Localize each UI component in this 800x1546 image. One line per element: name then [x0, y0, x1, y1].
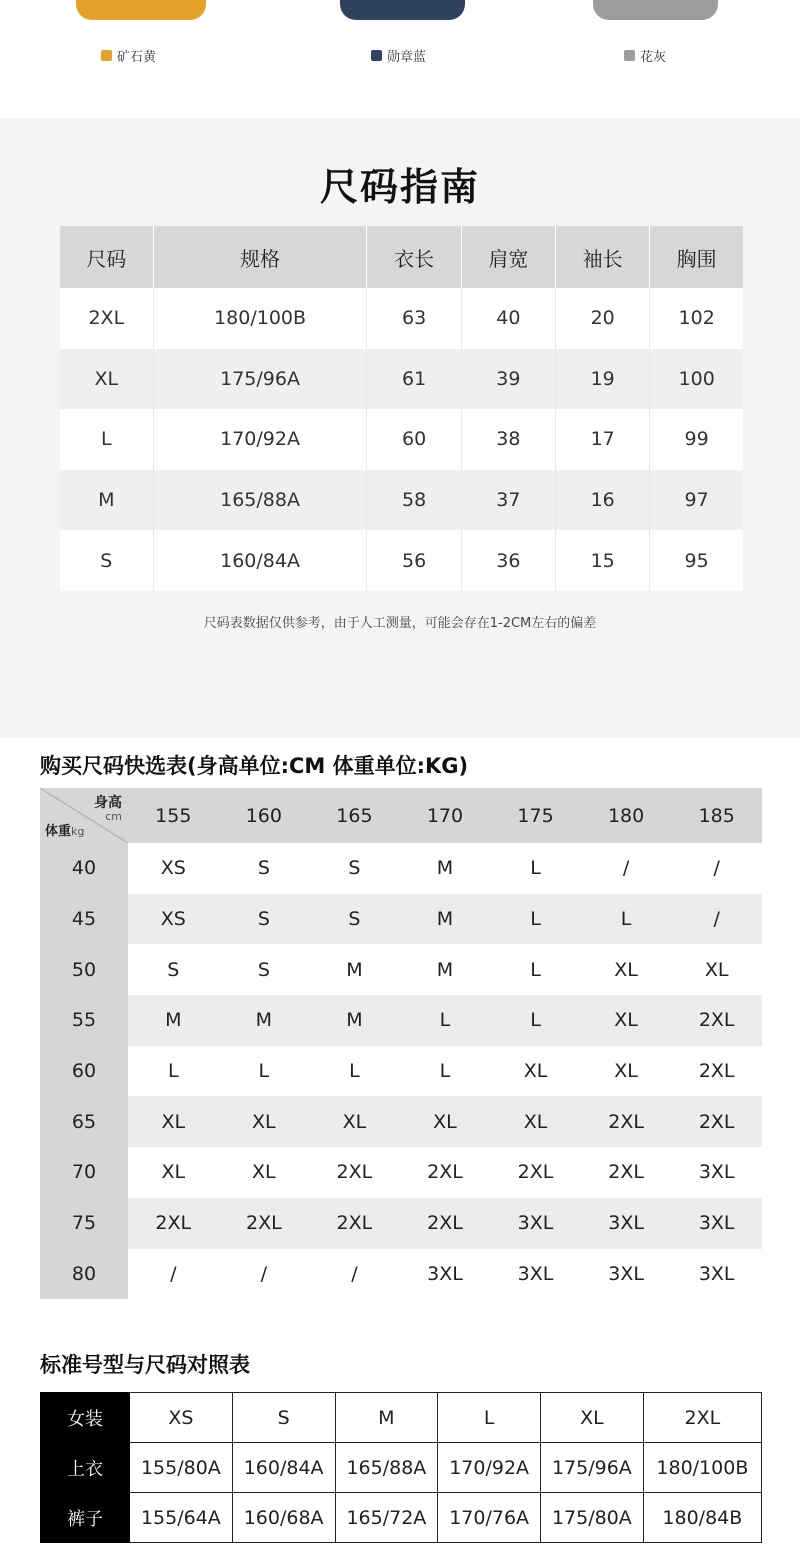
table-cell: 180/84B: [643, 1493, 761, 1543]
table-cell: 102: [650, 288, 743, 349]
size-cell: M: [400, 944, 491, 995]
size-cell: S: [128, 944, 219, 995]
size-cell: /: [309, 1249, 400, 1300]
size-cell: 3XL: [581, 1198, 672, 1249]
size-cell: 2XL: [128, 1198, 219, 1249]
table-cell: L: [60, 409, 153, 470]
table-cell: 160/84A: [232, 1443, 335, 1493]
column-header: 尺码: [60, 226, 153, 288]
table-cell: 170/92A: [153, 409, 367, 470]
table-cell: 58: [367, 470, 461, 531]
height-header: 175: [490, 788, 581, 843]
size-cell: /: [219, 1249, 310, 1300]
table-cell: 40: [461, 288, 555, 349]
table-row: [60, 470, 743, 531]
size-cell: XL: [581, 944, 672, 995]
size-cell: 2XL: [219, 1198, 310, 1249]
table-cell: XL: [541, 1393, 644, 1443]
size-cell: M: [219, 995, 310, 1046]
size-cell: 2XL: [309, 1198, 400, 1249]
table-header-row: [60, 226, 743, 288]
table-row: [60, 530, 743, 591]
size-cell: /: [671, 843, 762, 894]
table-cell: 155/80A: [130, 1443, 233, 1493]
weight-header: 80: [40, 1249, 128, 1300]
color-label: 花灰: [640, 50, 667, 65]
table-cell: 60: [367, 409, 461, 470]
table-cell: 16: [556, 470, 650, 531]
table-cell: 160/84A: [153, 530, 367, 591]
weight-header: 65: [40, 1096, 128, 1147]
size-cell: 3XL: [671, 1249, 762, 1300]
size-guide-note: 尺码表数据仅供参考，由于人工测量，可能会存在1-2CM左右的偏差: [203, 616, 597, 631]
size-cell: S: [219, 944, 310, 995]
shirt-blue-image[interactable]: [340, 0, 465, 20]
table-cell: 19: [556, 349, 650, 410]
size-cell: S: [309, 894, 400, 945]
height-unit: cm: [105, 810, 122, 823]
color-swatch-blue[interactable]: [371, 46, 426, 65]
table-cell: 17: [556, 409, 650, 470]
size-cell: L: [490, 894, 581, 945]
table-row: [40, 1249, 762, 1300]
table-cell: 155/64A: [130, 1493, 233, 1543]
row-label: 上衣: [41, 1443, 130, 1493]
size-cell: XL: [219, 1147, 310, 1198]
size-cell: L: [490, 944, 581, 995]
weight-header: 50: [40, 944, 128, 995]
height-header: 180: [581, 788, 672, 843]
size-cell: 3XL: [490, 1249, 581, 1300]
table-cell: 160/68A: [232, 1493, 335, 1543]
table-cell: XS: [130, 1393, 233, 1443]
size-cell: XL: [400, 1096, 491, 1147]
color-swatch-gray[interactable]: [624, 46, 666, 65]
size-cell: 3XL: [671, 1198, 762, 1249]
table-cell: 170/76A: [438, 1493, 541, 1543]
standard-size-table: [40, 1392, 762, 1543]
table-cell: 38: [461, 409, 555, 470]
size-cell: XL: [671, 944, 762, 995]
shirt-gray-image[interactable]: [593, 0, 718, 20]
color-dot-icon: [101, 50, 112, 61]
table-cell: 37: [461, 470, 555, 531]
table-cell: 180/100B: [153, 288, 367, 349]
table-row: [40, 1198, 762, 1249]
table-cell: 175/96A: [153, 349, 367, 410]
table-row: [40, 1096, 762, 1147]
size-cell: 3XL: [490, 1198, 581, 1249]
size-cell: XL: [490, 1096, 581, 1147]
color-dot-icon: [371, 50, 382, 61]
size-cell: S: [309, 843, 400, 894]
size-cell: 2XL: [671, 1046, 762, 1097]
corner-header: [40, 788, 128, 843]
size-cell: XL: [581, 995, 672, 1046]
size-guide-section: [0, 118, 800, 738]
size-cell: M: [400, 894, 491, 945]
color-swatch-yellow[interactable]: [101, 46, 156, 65]
size-cell: M: [128, 995, 219, 1046]
table-cell: 56: [367, 530, 461, 591]
height-header-row: [40, 788, 762, 843]
table-cell: 2XL: [60, 288, 153, 349]
table-row: [41, 1443, 762, 1493]
table-cell: 175/96A: [541, 1443, 644, 1493]
size-cell: 2XL: [671, 995, 762, 1046]
weight-unit: kg: [71, 825, 85, 838]
table-cell: 2XL: [643, 1393, 761, 1443]
size-cell: M: [309, 944, 400, 995]
size-cell: L: [490, 843, 581, 894]
size-cell: 2XL: [309, 1147, 400, 1198]
size-cell: 2XL: [671, 1096, 762, 1147]
table-row: [40, 1046, 762, 1097]
size-cell: M: [400, 843, 491, 894]
table-cell: 95: [650, 530, 743, 591]
table-cell: 180/100B: [643, 1443, 761, 1493]
table-cell: 100: [650, 349, 743, 410]
table-cell: 99: [650, 409, 743, 470]
table-cell: S: [60, 530, 153, 591]
weight-header: 60: [40, 1046, 128, 1097]
table-cell: M: [335, 1393, 438, 1443]
size-cell: /: [128, 1249, 219, 1300]
table-cell: M: [60, 470, 153, 531]
weight-header: 45: [40, 894, 128, 945]
column-header: 肩宽: [461, 226, 555, 288]
size-cell: XL: [309, 1096, 400, 1147]
size-cell: 3XL: [581, 1249, 672, 1300]
table-row: [40, 944, 762, 995]
table-row: [41, 1393, 762, 1443]
size-cell: L: [309, 1046, 400, 1097]
color-label: 矿石黄: [117, 50, 157, 65]
row-label: 裤子: [41, 1493, 130, 1543]
table-row: [60, 349, 743, 410]
color-dot-icon: [624, 50, 635, 61]
weight-label: 体重: [45, 824, 72, 839]
column-header: 袖长: [556, 226, 650, 288]
shirt-yellow-image[interactable]: [76, 0, 206, 20]
color-label: 勋章蓝: [387, 50, 427, 65]
size-cell: 2XL: [581, 1096, 672, 1147]
size-cell: XS: [128, 894, 219, 945]
quick-select-section: [0, 738, 800, 1338]
quick-select-table: [40, 788, 762, 1299]
weight-label-wrap: [45, 820, 84, 839]
size-cell: XS: [128, 843, 219, 894]
height-header: 155: [128, 788, 219, 843]
table-cell: 97: [650, 470, 743, 531]
weight-header: 75: [40, 1198, 128, 1249]
table-cell: 165/88A: [335, 1443, 438, 1493]
size-cell: L: [490, 995, 581, 1046]
table-row: [40, 1147, 762, 1198]
size-cell: XL: [128, 1096, 219, 1147]
column-header: 规格: [153, 226, 367, 288]
column-header: 衣长: [367, 226, 461, 288]
table-cell: 15: [556, 530, 650, 591]
size-cell: L: [128, 1046, 219, 1097]
size-cell: /: [671, 894, 762, 945]
size-cell: S: [219, 894, 310, 945]
weight-header: 70: [40, 1147, 128, 1198]
weight-header: 55: [40, 995, 128, 1046]
size-cell: 3XL: [400, 1249, 491, 1300]
color-options: [0, 0, 800, 118]
table-row: [40, 843, 762, 894]
table-cell: 61: [367, 349, 461, 410]
size-cell: /: [581, 843, 672, 894]
size-cell: 2XL: [490, 1147, 581, 1198]
table-cell: 175/80A: [541, 1493, 644, 1543]
size-cell: L: [219, 1046, 310, 1097]
size-cell: 2XL: [581, 1147, 672, 1198]
standard-size-title: 标准号型与尺码对照表: [40, 1353, 250, 1377]
table-row: [40, 894, 762, 945]
size-guide-title: 尺码指南: [319, 165, 480, 209]
table-cell: XL: [60, 349, 153, 410]
table-cell: 63: [367, 288, 461, 349]
height-label: 身高: [94, 795, 122, 811]
size-cell: 3XL: [671, 1147, 762, 1198]
size-cell: XL: [490, 1046, 581, 1097]
size-cell: XL: [128, 1147, 219, 1198]
height-header: 160: [219, 788, 310, 843]
table-cell: 39: [461, 349, 555, 410]
standard-size-section: [0, 1338, 800, 1546]
table-row: [40, 995, 762, 1046]
size-cell: 2XL: [400, 1147, 491, 1198]
table-cell: S: [232, 1393, 335, 1443]
size-cell: L: [400, 995, 491, 1046]
table-cell: 170/92A: [438, 1443, 541, 1493]
weight-header: 40: [40, 843, 128, 894]
quick-select-title: 购买尺码快选表(身高单位:CM 体重单位:KG): [40, 754, 469, 778]
table-cell: 165/72A: [335, 1493, 438, 1543]
table-row: [60, 409, 743, 470]
height-header: 170: [400, 788, 491, 843]
height-header: 185: [671, 788, 762, 843]
size-cell: XL: [219, 1096, 310, 1147]
table-cell: L: [438, 1393, 541, 1443]
size-cell: 2XL: [400, 1198, 491, 1249]
size-guide-table: [60, 226, 743, 591]
height-header: 165: [309, 788, 400, 843]
table-row: [60, 288, 743, 349]
size-cell: S: [219, 843, 310, 894]
size-cell: L: [581, 894, 672, 945]
row-label: 女装: [41, 1393, 130, 1443]
column-header: 胸围: [650, 226, 743, 288]
table-row: [41, 1493, 762, 1543]
size-cell: XL: [581, 1046, 672, 1097]
table-cell: 165/88A: [153, 470, 367, 531]
table-cell: 20: [556, 288, 650, 349]
size-cell: L: [400, 1046, 491, 1097]
size-cell: M: [309, 995, 400, 1046]
table-cell: 36: [461, 530, 555, 591]
